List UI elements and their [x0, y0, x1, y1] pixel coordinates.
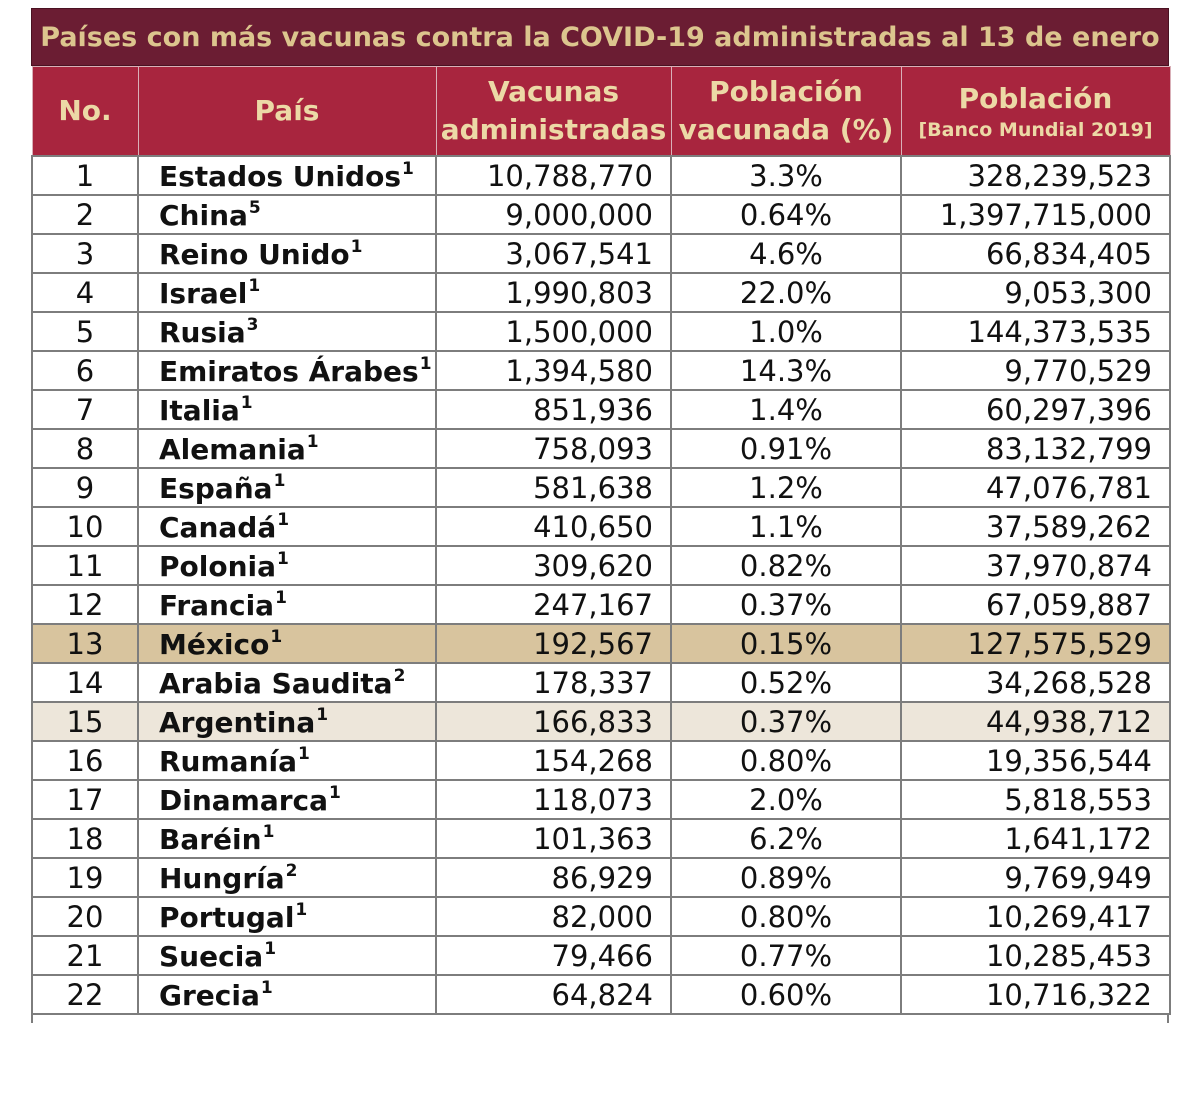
- header-population-label: Población: [958, 82, 1113, 115]
- vaccines-administered: 166,833: [436, 702, 671, 741]
- header-country: País: [138, 67, 436, 157]
- vaccines-administered: 410,650: [436, 507, 671, 546]
- population: 9,770,529: [901, 351, 1170, 390]
- population-vaccinated-pct: 0.82%: [671, 546, 901, 585]
- country-cell: [138, 234, 436, 273]
- population: 83,132,799: [901, 429, 1170, 468]
- table-row: [32, 585, 1170, 624]
- population: 67,059,887: [901, 585, 1170, 624]
- footnote-marker: 1: [298, 743, 310, 764]
- population-vaccinated-pct: 0.80%: [671, 897, 901, 936]
- vaccines-administered: 154,268: [436, 741, 671, 780]
- table-row: [32, 234, 1170, 273]
- row-number: 20: [32, 897, 138, 936]
- country-name: Portugal: [159, 900, 295, 934]
- population-vaccinated-pct: 0.37%: [671, 585, 901, 624]
- country-cell: [138, 273, 436, 312]
- vaccines-administered: 758,093: [436, 429, 671, 468]
- table-row: [32, 975, 1170, 1014]
- footnote-marker: 3: [246, 314, 259, 335]
- table-row: [32, 390, 1170, 429]
- population-vaccinated-pct: 1.1%: [671, 507, 901, 546]
- footnote-marker: 1: [350, 236, 363, 257]
- row-number: 15: [32, 702, 138, 741]
- country-name: Argentina: [159, 705, 316, 739]
- vaccines-administered: 851,936: [436, 390, 671, 429]
- footnote-marker: 1: [401, 158, 414, 179]
- vaccines-administered: 1,500,000: [436, 312, 671, 351]
- row-number: 2: [32, 195, 138, 234]
- vaccines-administered: 86,929: [436, 858, 671, 897]
- country-name: Reino Unido: [159, 237, 350, 271]
- population: 1,397,715,000: [901, 195, 1170, 234]
- population: 144,373,535: [901, 312, 1170, 351]
- population: 47,076,781: [901, 468, 1170, 507]
- population: 9,769,949: [901, 858, 1170, 897]
- table-row: [32, 429, 1170, 468]
- population: 44,938,712: [901, 702, 1170, 741]
- population-vaccinated-pct: 14.3%: [671, 351, 901, 390]
- table-row: [32, 195, 1170, 234]
- table-row: [32, 156, 1170, 195]
- country-name: Polonia: [159, 549, 277, 583]
- country-name: Israel: [159, 276, 248, 310]
- country-cell: [138, 507, 436, 546]
- table-row: [32, 741, 1170, 780]
- header-vaccines-line2: administradas: [440, 113, 667, 146]
- row-number: 14: [32, 663, 138, 702]
- table-row: [32, 819, 1170, 858]
- footnote-marker: 5: [248, 197, 261, 218]
- table-row: [32, 507, 1170, 546]
- country-cell: [138, 819, 436, 858]
- country-cell: [138, 741, 436, 780]
- row-number: 18: [32, 819, 138, 858]
- country-name: China: [159, 198, 248, 232]
- vaccines-administered: 1,394,580: [436, 351, 671, 390]
- row-number: 1: [32, 156, 138, 195]
- header-population-source: [Banco Mundial 2019]: [918, 119, 1153, 141]
- footnote-marker: 1: [295, 899, 308, 920]
- population-vaccinated-pct: 22.0%: [671, 273, 901, 312]
- table-row: [32, 312, 1170, 351]
- footnote-marker: 1: [419, 353, 432, 374]
- population: 9,053,300: [901, 273, 1170, 312]
- footnote-marker: 1: [264, 938, 277, 959]
- country-cell: [138, 624, 436, 663]
- row-number: 13: [32, 624, 138, 663]
- table-header-row: [32, 67, 1170, 157]
- country-cell: [138, 702, 436, 741]
- vaccines-administered: 82,000: [436, 897, 671, 936]
- country-name: España: [159, 471, 273, 505]
- population: 19,356,544: [901, 741, 1170, 780]
- table-row: [32, 663, 1170, 702]
- footnote-marker: 1: [316, 704, 329, 725]
- footnote-marker: 1: [277, 548, 289, 569]
- country-name: Emiratos Árabes: [159, 354, 419, 388]
- vaccines-administered: 192,567: [436, 624, 671, 663]
- population-vaccinated-pct: 4.6%: [671, 234, 901, 273]
- header-pct: [671, 67, 901, 157]
- header-no: No.: [32, 67, 138, 157]
- footnote-marker: 1: [277, 509, 290, 530]
- table-row: [32, 351, 1170, 390]
- population: 60,297,396: [901, 390, 1170, 429]
- table-title: Países con más vacunas contra la COVID-19 administradas al 13 de enero: [31, 8, 1169, 66]
- country-name: Canadá: [159, 510, 277, 544]
- vaccines-administered: 64,824: [436, 975, 671, 1014]
- footnote-marker: 1: [260, 977, 273, 998]
- population: 1,641,172: [901, 819, 1170, 858]
- table-row: [32, 897, 1170, 936]
- country-cell: [138, 858, 436, 897]
- country-name: Francia: [159, 588, 275, 622]
- country-name: Arabia Saudita: [159, 666, 393, 700]
- population-vaccinated-pct: 0.15%: [671, 624, 901, 663]
- vaccines-administered: 3,067,541: [436, 234, 671, 273]
- vaccines-administered: 79,466: [436, 936, 671, 975]
- vaccines-administered: 101,363: [436, 819, 671, 858]
- population: 10,716,322: [901, 975, 1170, 1014]
- table-row: [32, 936, 1170, 975]
- row-number: 4: [32, 273, 138, 312]
- population-vaccinated-pct: 0.80%: [671, 741, 901, 780]
- table-row: [32, 780, 1170, 819]
- footnote-marker: 1: [270, 626, 283, 647]
- header-pct-line2: vacunada (%): [678, 113, 894, 146]
- footnote-marker: 1: [248, 275, 261, 296]
- vaccines-administered: 1,990,803: [436, 273, 671, 312]
- population-vaccinated-pct: 0.91%: [671, 429, 901, 468]
- country-cell: [138, 468, 436, 507]
- population: 127,575,529: [901, 624, 1170, 663]
- row-number: 7: [32, 390, 138, 429]
- country-cell: [138, 156, 436, 195]
- table-row: [32, 468, 1170, 507]
- population: 37,970,874: [901, 546, 1170, 585]
- population-vaccinated-pct: 1.2%: [671, 468, 901, 507]
- table-continuation: [31, 1015, 1169, 1023]
- footnote-marker: 1: [329, 782, 341, 803]
- row-number: 22: [32, 975, 138, 1014]
- country-cell: [138, 585, 436, 624]
- population: 10,285,453: [901, 936, 1170, 975]
- country-name: Rusia: [159, 315, 246, 349]
- row-number: 8: [32, 429, 138, 468]
- footnote-marker: 2: [285, 860, 298, 881]
- vaccine-table: [31, 66, 1171, 1015]
- table-row: [32, 273, 1170, 312]
- footnote-marker: 1: [240, 392, 253, 413]
- population-vaccinated-pct: 1.0%: [671, 312, 901, 351]
- population: 328,239,523: [901, 156, 1170, 195]
- footnote-marker: 1: [306, 431, 319, 452]
- population-vaccinated-pct: 0.37%: [671, 702, 901, 741]
- country-cell: [138, 663, 436, 702]
- vaccines-administered: 309,620: [436, 546, 671, 585]
- row-number: 16: [32, 741, 138, 780]
- vaccines-administered: 178,337: [436, 663, 671, 702]
- country-name: Hungría: [159, 861, 285, 895]
- country-cell: [138, 312, 436, 351]
- country-name: Estados Unidos: [159, 159, 401, 193]
- country-name: Suecia: [159, 939, 264, 973]
- population: 5,818,553: [901, 780, 1170, 819]
- country-cell: [138, 351, 436, 390]
- country-name: Dinamarca: [159, 783, 329, 817]
- country-cell: [138, 429, 436, 468]
- vaccine-table-card: [31, 8, 1169, 1023]
- table-row: [32, 624, 1170, 663]
- country-cell: [138, 975, 436, 1014]
- population-vaccinated-pct: 6.2%: [671, 819, 901, 858]
- table-row: [32, 546, 1170, 585]
- vaccines-administered: 10,788,770: [436, 156, 671, 195]
- country-name: Italia: [159, 393, 240, 427]
- table-body: [32, 156, 1170, 1014]
- population: 10,269,417: [901, 897, 1170, 936]
- row-number: 19: [32, 858, 138, 897]
- country-name: México: [159, 627, 270, 661]
- population-vaccinated-pct: 0.60%: [671, 975, 901, 1014]
- row-number: 3: [32, 234, 138, 273]
- footnote-marker: 1: [275, 587, 287, 608]
- vaccines-administered: 581,638: [436, 468, 671, 507]
- header-population: [901, 67, 1170, 157]
- country-name: Baréin: [159, 822, 262, 856]
- country-cell: [138, 390, 436, 429]
- row-number: 12: [32, 585, 138, 624]
- row-number: 9: [32, 468, 138, 507]
- vaccines-administered: 247,167: [436, 585, 671, 624]
- header-pct-line1: Población: [709, 75, 863, 108]
- country-cell: [138, 780, 436, 819]
- population-vaccinated-pct: 0.52%: [671, 663, 901, 702]
- population: 66,834,405: [901, 234, 1170, 273]
- country-name: Alemania: [159, 432, 306, 466]
- country-cell: [138, 936, 436, 975]
- country-name: Grecia: [159, 978, 260, 1012]
- table-row: [32, 858, 1170, 897]
- population-vaccinated-pct: 0.89%: [671, 858, 901, 897]
- population-vaccinated-pct: 0.77%: [671, 936, 901, 975]
- row-number: 21: [32, 936, 138, 975]
- population-vaccinated-pct: 0.64%: [671, 195, 901, 234]
- row-number: 11: [32, 546, 138, 585]
- country-cell: [138, 897, 436, 936]
- country-name: Rumanía: [159, 744, 297, 778]
- footnote-marker: 1: [262, 821, 275, 842]
- population-vaccinated-pct: 2.0%: [671, 780, 901, 819]
- population: 34,268,528: [901, 663, 1170, 702]
- header-vaccines: [436, 67, 671, 157]
- footnote-marker: 1: [273, 470, 286, 491]
- row-number: 10: [32, 507, 138, 546]
- header-vaccines-line1: Vacunas: [487, 75, 620, 108]
- footnote-marker: 2: [393, 665, 406, 686]
- vaccines-administered: 118,073: [436, 780, 671, 819]
- table-row: [32, 702, 1170, 741]
- population-vaccinated-pct: 3.3%: [671, 156, 901, 195]
- population: 37,589,262: [901, 507, 1170, 546]
- row-number: 17: [32, 780, 138, 819]
- row-number: 6: [32, 351, 138, 390]
- row-number: 5: [32, 312, 138, 351]
- vaccines-administered: 9,000,000: [436, 195, 671, 234]
- country-cell: [138, 195, 436, 234]
- population-vaccinated-pct: 1.4%: [671, 390, 901, 429]
- country-cell: [138, 546, 436, 585]
